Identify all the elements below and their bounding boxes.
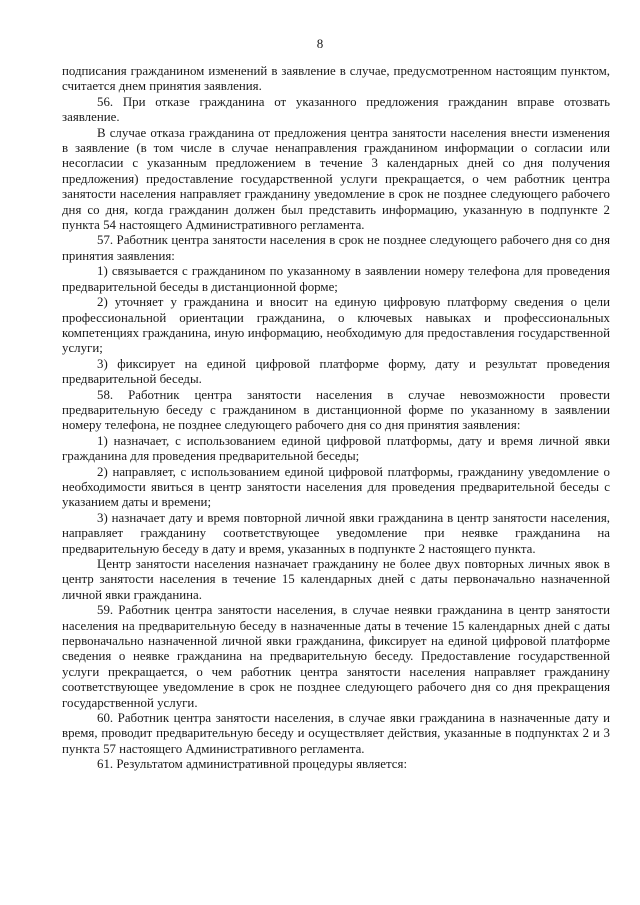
paragraph-61: 61. Результатом административной процедуры является:	[97, 757, 408, 772]
paragraph-57-item-1: 1) связывается с гражданином по указанному в заявлении номеру телефона для проведения предварительной беседы в дистанционной форме;	[62, 264, 610, 294]
paragraph-58-item-3: 3) назначает дату и время повторной личной явки гражданина в центр занятости населения, направляет гражданину соответствующее уведомление при неявке гражданина на предварительную беседу в дату и время, указанных в подпункте 2 настоящего пункта.	[62, 510, 610, 556]
paragraph-58: 58. Работник центра занятости населения в случае невозможности провести предварительную беседу с гражданином в дистанционной форме по указанному в заявлении номеру телефона, не позднее следующего рабочего дня со дня принятия заявления:	[62, 387, 610, 433]
paragraph-57-item-2: 2) уточняет у гражданина и вносит на единую цифровую платформу сведения о цели профессиональной ориентации гражданина, о ключевых навыках и профессиональных компетенциях гражданина, иную информацию, необходимую для предоставления государственной услуги;	[62, 295, 610, 356]
paragraph-59: 59. Работник центра занятости населения, в случае неявки гражданина в центр занятости населения на предварительную беседу в назначенные даты в течение 15 календарных дней с даты первоначально назначенной личной явки гражданина, фиксирует на единой цифровой платформе сведения о неявке гражданина на предварительную беседу. Предоставление государственной услуги прекращается, о чем работник центра занятости населения направляет гражданину соответствующее уведомление в срок не позднее следующего рабочего дня со дня прекращения государственной услуги.	[62, 603, 610, 710]
paragraph-continuation: подписания гражданином изменений в заявление в случае, предусмотренном настоящим пунктом, считается днем принятия заявления.	[62, 64, 610, 94]
paragraph-58-item-1: 1) назначает, с использованием единой цифровой платформы, дату и время личной явки гражданина для проведения предварительной беседы;	[62, 433, 610, 464]
paragraph-58-item-2: 2) направляет, с использованием единой цифровой платформы, гражданину уведомление о необходимости явиться в центр занятости населения для проведения предварительной беседы с указанием даты и времени;	[62, 464, 610, 510]
paragraph-58-repeat-visits: Центр занятости населения назначает гражданину не более двух повторных личных явок в центр занятости населения в течение 15 календарных дней с даты первоначально назначенной личной явки гражданина.	[62, 557, 610, 602]
paragraph-56: 56. При отказе гражданина от указанного предложения гражданин вправе отозвать заявление.	[62, 94, 610, 125]
paragraph-57: 57. Работник центра занятости населения в срок не позднее следующего рабочего дня со дня принятия заявления:	[62, 233, 610, 263]
document-body	[62, 64, 610, 773]
paragraph-56-refusal: В случае отказа гражданина от предложения центра занятости населения внести изменения в заявление (в том числе в случае ненаправления гражданином информации о согласии или несогласии с указанным предложением в течение 3 календарных дней со дня получения предложения) предоставление государственной услуги прекращается, о чем работник центра занятости населения направляет гражданину уведомление в срок не позднее следующего рабочего дня со дня, когда гражданин должен был представить информацию, указанную в подпункте 2 пункта 54 настоящего Административного регламента.	[62, 125, 610, 233]
page-number: 8	[316, 36, 324, 51]
paragraph-60: 60. Работник центра занятости населения, в случае явки гражданина в назначенные дату и время, проводит предварительную беседу и осуществляет действия, указанные в подпунктах 2 и 3 пункта 57 настоящего Административного регламента.	[62, 711, 610, 756]
paragraph-57-item-3: 3) фиксирует на единой цифровой платформе форму, дату и результат проведения предварительной беседы.	[62, 356, 610, 387]
